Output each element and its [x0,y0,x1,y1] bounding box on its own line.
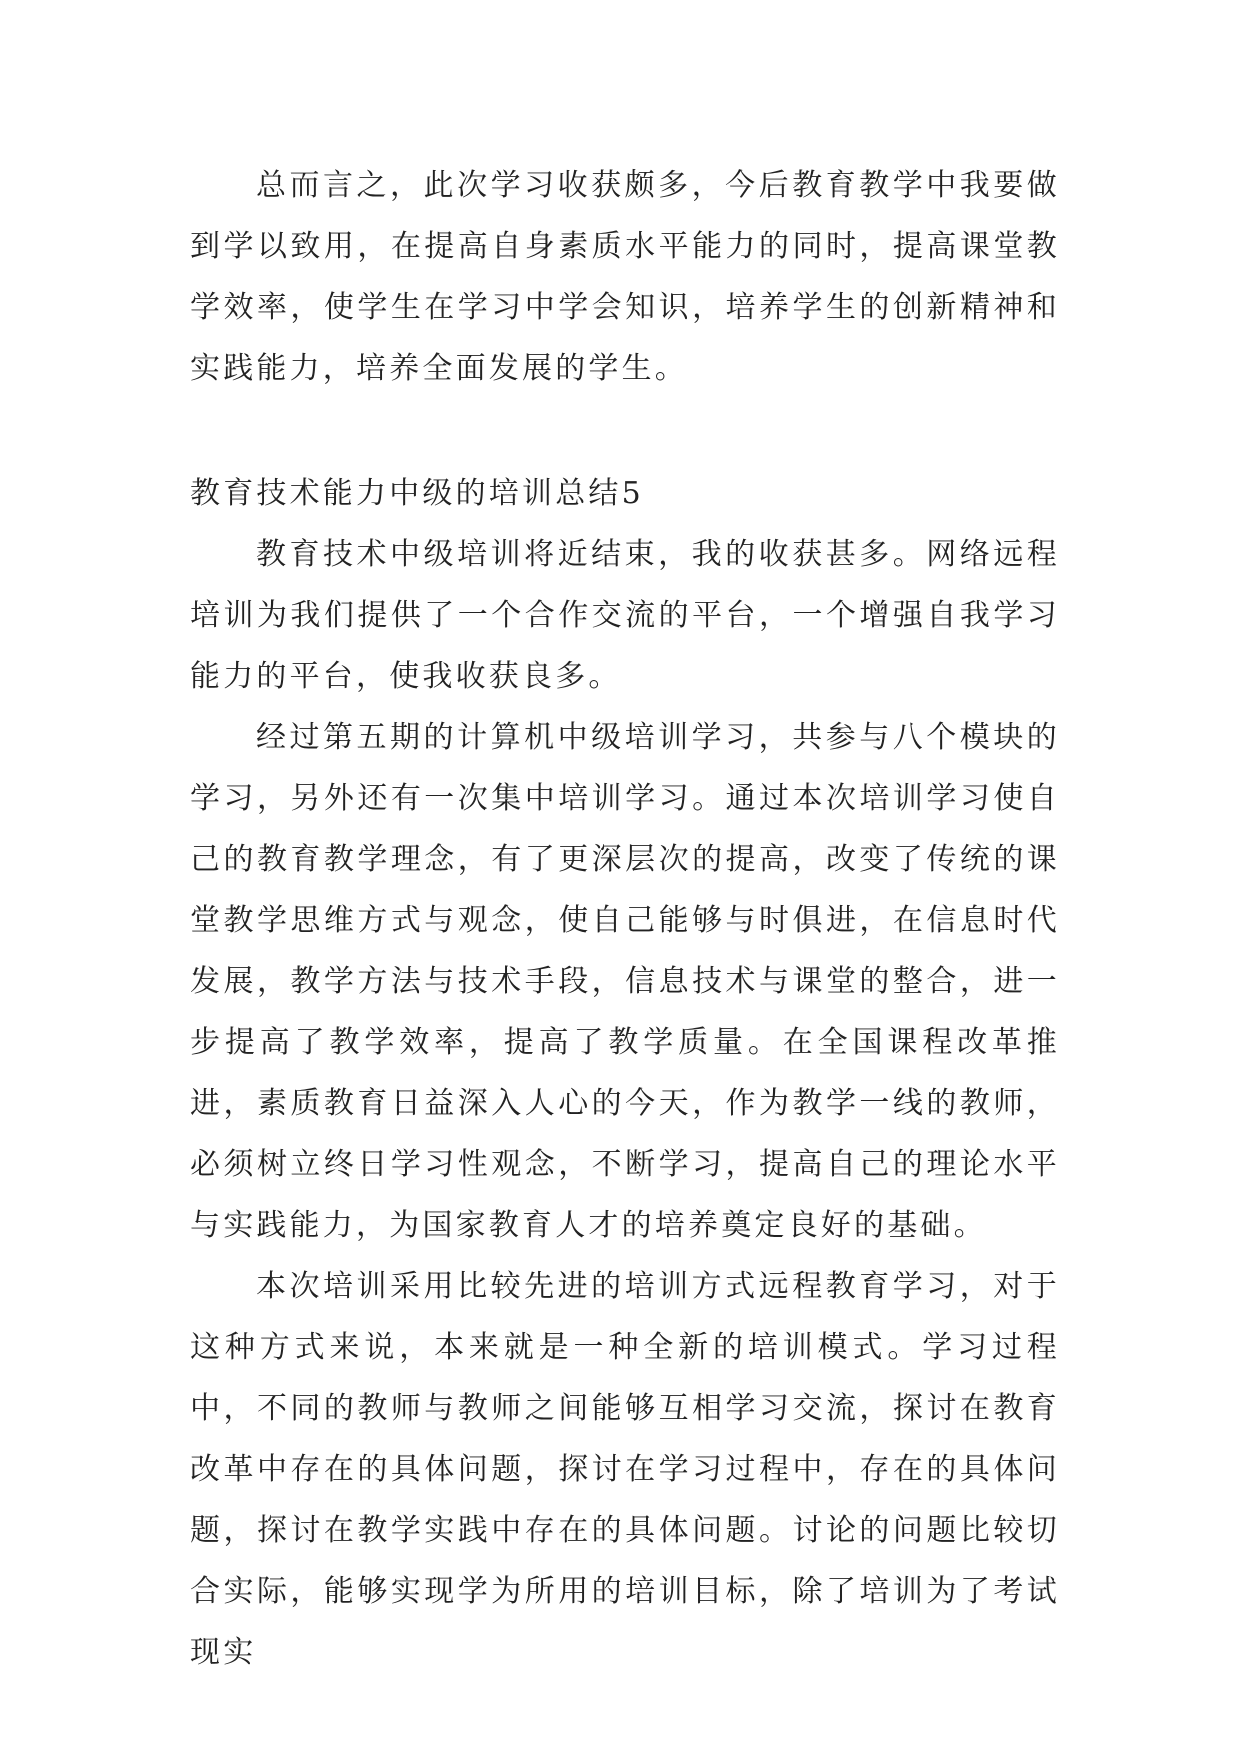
document-body [190,155,1060,1683]
paragraph-1: 教育技术中级培训将近结束，我的收获甚多。网络远程培训为我们提供了一个合作交流的平台，一个增强自我学习能力的平台，使我收获良多。 [190,537,1060,694]
paragraph-2: 经过第五期的计算机中级培训学习，共参与八个模块的学习，另外还有一次集中培训学习。通过本次培训学习使自己的教育教学理念，有了更深层次的提高，改变了传统的课堂教学思维方式与观念，使自己能够与时俱进，在信息时代发展，教学方法与技术手段，信息技术与课堂的整合，进一步提高了教学效率，提高了教学质量。在全国课程改革推进，素质教育日益深入人心的今天，作为教学一线的教师，必须树立终日学习性观念，不断学习，提高自己的理论水平与实践能力，为国家教育人才的培养奠定良好的基础。 [190,720,1060,1243]
paragraph-summary: 总而言之，此次学习收获颇多，今后教育教学中我要做到学以致用，在提高自身素质水平能力的同时，提高课堂教学效率，使学生在学习中学会知识，培养学生的创新精神和实践能力，培养全面发展的学生。 [190,168,1060,386]
paragraph-3: 本次培训采用比较先进的培训方式远程教育学习，对于这种方式来说，本来就是一种全新的培训模式。学习过程中，不同的教师与教师之间能够互相学习交流，探讨在教育改革中存在的具体问题，探讨在学习过程中，存在的具体问题，探讨在教学实践中存在的具体问题。讨论的问题比较切合实际，能够实现学为所用的培训目标，除了培训为了考试现实 [190,1269,1060,1670]
section-title: 教育技术能力中级的培训总结5 [190,476,644,511]
